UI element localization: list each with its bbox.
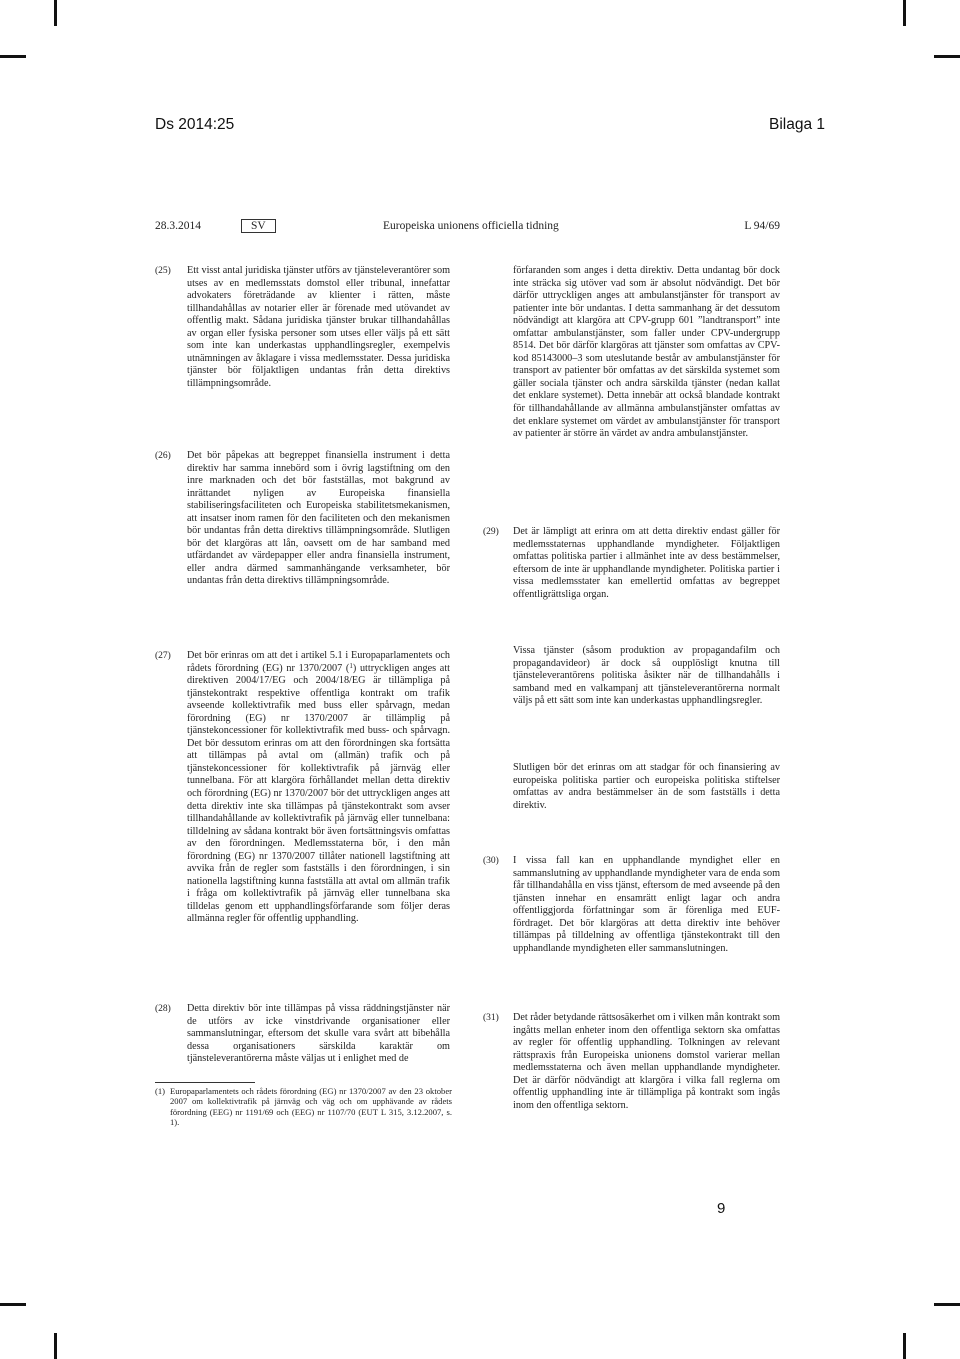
footnote-reference: 1 <box>349 661 353 670</box>
paragraph-number: (29) <box>483 527 499 537</box>
paragraph-number: (27) <box>155 651 171 661</box>
paragraph-27-text-a: Det bör erinras om att det i artikel 5.1 i Europaparlamentets och rådets förordning (EG) nr 1370/2007 ( <box>187 650 450 674</box>
paragraph-28-continuation: förfaranden som anges i detta direktiv. Detta undantag bör dock inte sträcka sig utöver vad som är absolut nödvändigt. Det bör därför uttryckligen anges att ambulanstjänster för transport av patienter inte bör undantas. I detta sammanhang är det dessutom nödvändigt att klargöra att CPV-grupp 601 ”landtransport” inte omfattar ambulanstjänster, som faller under CPV-undergrupp 8514. Det bör därför klargöras att tjänster som omfattas av CPV-kod 85143000–3 som uteslutande består av ambulanstjänster för transport av patienter bör omfattas av det särskilda systemet som gäller sociala tjänster och andra särskilda tjänster (nedan kallat det enklare systemet). Detta innebär att också blandade kontrakt för tillhandahållande av allmänna ambulanstjänster omfattas av det enklare systemet om värdet av ambulanstjänster för transport av patienter är större än värdet av andra ambulanstjänster. <box>513 265 780 440</box>
paragraph-27-text-b: ) uttryckligen anges att direktiven 2004/17/EG och 2004/18/EG är tillämpliga på tjänstekontrakt respektive offentliga kontrakt om trafik avseende kollektivtrafik med buss eller spårvagn, medan förordning (EG) nr 1370/2007 är tillämplig på tjänstekoncessioner för kollektivtrafik med buss- och spårvagn. Det bör dessutom erinras om att den förordningen ska fortsätta att tillämpas på avtal om (allmän) trafik och på tjänstekoncessioner för kollektivtrafik på järnväg eller tunnelbana. För att klargöra förhållandet mellan detta direktiv och förordning (EG) nr 1370/2007 bör det uttryckligen anges att detta direktiv inte ska tillämpas på tjänstekontrakt som avser tillhandahållande av kollektivtrafik på järnväg eller tunnelbana: tilldelning av sådana kontrakt bör även fortsättningsvis omfattas av den förordningen. Medlemsstaterna bör, i den mån förordning (EG) nr 1370/2007 tillåter nationell lagstiftning att avvika från de regler som fastställs i den förordningen, i sin nationella lagstiftning kunna fastställa att avtal om allmän trafik i fråga om kollektivtrafik på järnväg eller tunnelbana ska tilldelas genom ett upphandlingsförfarande som följer deras allmänna regler för offentlig upphandling. <box>187 662 450 925</box>
footnote-text: Europaparlamentets och rådets förordning (EG) nr 1370/2007 av den 23 oktober 2007 om kollektivtrafik på järnväg och väg och om upphävande av rådets förordning (EEG) nr 1191/69 och (EEG) nr 1107/70 (EUT L 315, 3.12.2007, s. 1). <box>170 1086 452 1128</box>
paragraph-29-closing: Slutligen bör det erinras om att stadgar för och finansiering av europeiska politiska partier och europeiska politiska stiftelser omfattas av andra bestämmelser än de som fastställs i detta direktiv. <box>513 762 780 811</box>
footnote <box>155 1086 452 1128</box>
crop-mark <box>903 1333 906 1359</box>
journal-date: 28.3.2014 <box>155 220 201 232</box>
page-number: 9 <box>717 1200 726 1217</box>
journal-page-ref: L 94/69 <box>744 220 780 232</box>
paragraph-31: Det råder betydande rättsosäkerhet om i vilken mån kontrakt som ingåtts mellan enheter inom den offentliga sektorn ska omfattas av regler för offentlig upphandling. Tolkningen av relevant rättspraxis från Europeiska unionens domstol varierar mellan medlemsstaterna och även mellan upphandlande myndigheter. Det är därför nödvändigt att klargöra i vilka fall reglerna om offentlig upphandling inte är tillämpliga på kontrakt som ingås inom den offentliga sektorn. <box>513 1012 780 1111</box>
footnote-mark: (1) <box>155 1086 166 1096</box>
language-code: SV <box>241 219 276 233</box>
crop-mark <box>54 1333 57 1359</box>
crop-mark <box>0 55 26 58</box>
paragraph-number: (26) <box>155 451 171 461</box>
crop-mark <box>0 1303 26 1306</box>
paragraph-26: Det bör påpekas att begreppet finansiella instrument i detta direktiv har samma innebörd som i övrig lagstiftning om den inre marknaden och det bör fastställas, mot bakgrund av inrättandet nyligen av Europeiska finansiella stabiliseringsfaciliteten och Europeiska stabilitetsmekanismen, att insatser inom ramen för den faciliteten och den mekanismen bör undantas från detta direktivs tillämpningsområde. Slutligen bör det klargöras att lån, oavsett om de har samband med utfärdandet av värdepapper eller andra finansiella instrument, eller andra därmed sammanhängande verksamheter, bör undantas från detta direktivs tillämpningsområde. <box>187 450 450 587</box>
paragraph-29: Det är lämpligt att erinra om att detta direktiv endast gäller för medlemsstaternas upphandlande myndigheter. Följaktligen omfattas politiska partier i allmänhet inte av dess bestämmelser, eftersom de inte är upphandlande myndigheter. Politiska partier i vissa medlemsstater kan emellertid omfattas av begreppet offentligrättsliga organ. <box>513 526 780 600</box>
paragraph-29-continuation: Vissa tjänster (såsom produktion av propagandafilm och propagandavideor) är dock så oupplösligt knutna till tjänsteleverantörens politiska åsikter när de tillhandahålls i samband med en valkampanj att tjänsteleverantörerna normalt väljs på ett sätt som inte kan underkastas upphandlingsregler. <box>513 645 780 707</box>
crop-mark <box>54 0 57 26</box>
appendix-label: Bilaga 1 <box>768 116 825 133</box>
paragraph-27 <box>187 650 450 926</box>
crop-mark <box>934 55 960 58</box>
paragraph-30: I vissa fall kan en upphandlande myndighet eller en sammanslutning av upphandlande myndigheter vara de enda som får tillhandahålla en viss tjänst, eftersom de med avseende på den tjänsten innehar en ensamrätt enligt lagar och andra offentliggjorda författningar som är förenliga med EUF-fördraget. Det bör klargöras att detta direktiv inte behöver tillämpas på tilldelning av offentliga tjänstekontrakt till den upphandlande myndigheten eller sammanslutningen. <box>513 855 780 954</box>
journal-title: Europeiska unionens officiella tidning <box>383 220 559 232</box>
paragraph-number: (25) <box>155 266 171 276</box>
paragraph-number: (30) <box>483 856 499 866</box>
paragraph-25: Ett visst antal juridiska tjänster utförs av tjänsteleverantörer som utses av en medlemsstats domstol eller tribunal, innefattar advokaters företrädande av klienter i rätten, måste tillhandahållas av notarier eller är förenade med utövandet av offentlig makt. Sådana juridiska tjänster brukar tillhandahållas av organ eller fysiska personer som utses eller väljs på ett sätt som inte kan underkastas upphandlingsregler, exempelvis utnämningen av åklagare i vissa medlemsstater. Dessa juridiska tjänster bör följaktligen undantas från detta direktivs tillämpningsområde. <box>187 265 450 389</box>
paragraph-number: (28) <box>155 1004 171 1014</box>
crop-mark <box>934 1303 960 1306</box>
paragraph-28: Detta direktiv bör inte tillämpas på vissa räddningstjänster när de utförs av icke vinstdrivande organisationer eller sammanslutningar, eftersom det skulle vara svårt att bibehålla dessa organisationers särskilda karaktär om tjänsteleverantörerna måste väljas ut i enlighet med de <box>187 1003 450 1065</box>
crop-mark <box>903 0 906 26</box>
footnote-divider <box>155 1082 255 1083</box>
document-reference: Ds 2014:25 <box>155 116 235 133</box>
paragraph-number: (31) <box>483 1013 499 1023</box>
journal-header <box>155 220 780 236</box>
